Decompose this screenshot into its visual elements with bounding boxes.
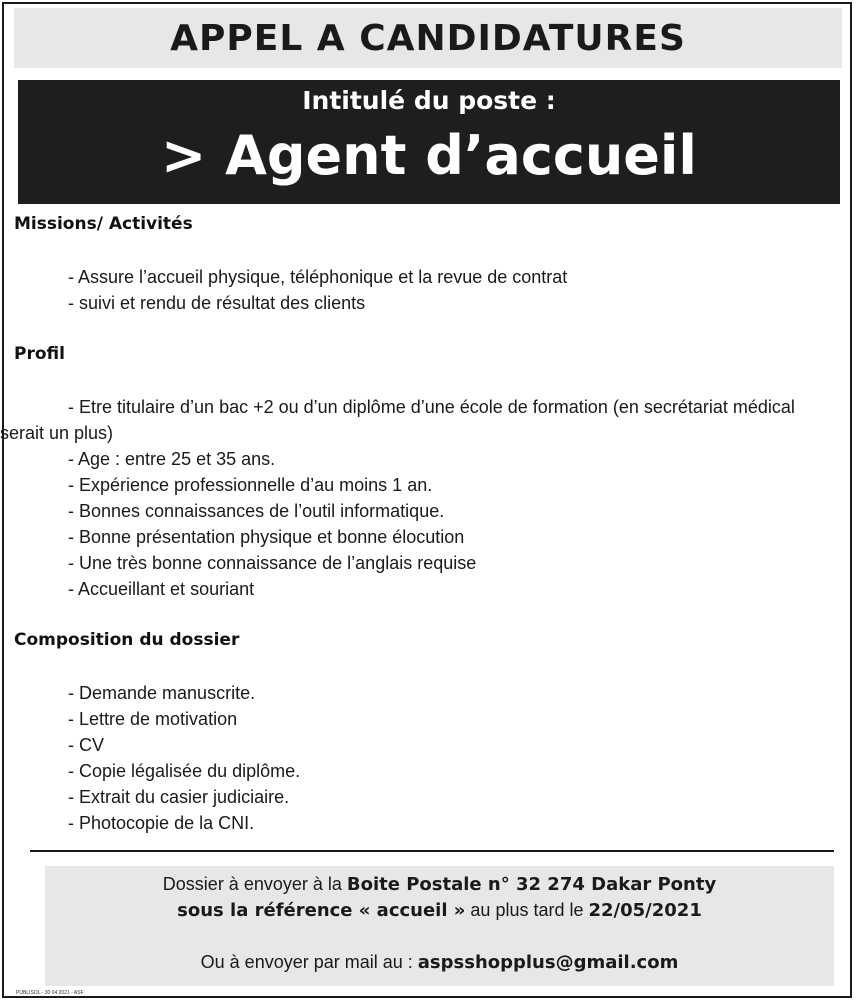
list-item: - Copie légalisée du diplôme. bbox=[68, 761, 301, 781]
email-address[interactable]: aspsshopplus@gmail.com bbox=[417, 952, 679, 973]
dossier-list bbox=[68, 680, 300, 836]
list-item: - Extrait du casier judiciaire. bbox=[68, 787, 290, 807]
profil-list bbox=[0, 394, 795, 602]
submission-address-prefix: Dossier à envoyer à la bbox=[162, 874, 347, 894]
submission-info-box bbox=[45, 866, 834, 986]
list-item: - Age : entre 25 et 35 ans. bbox=[68, 449, 276, 469]
deadline-date: 22/05/2021 bbox=[588, 900, 702, 921]
list-item-line: serait un plus) bbox=[0, 423, 114, 443]
list-item-line: - Etre titulaire d’un bac +2 ou d’un diplôme d’une école de formation (en secrétariat médical bbox=[68, 397, 795, 417]
postal-box: Boite Postale n° 32 274 Dakar Ponty bbox=[346, 874, 717, 895]
list-item: - Bonne présentation physique et bonne élocution bbox=[68, 527, 465, 547]
list-item: - Demande manuscrite. bbox=[68, 683, 256, 703]
list-item bbox=[0, 394, 795, 446]
deadline-prefix: au plus tard le bbox=[465, 900, 589, 920]
list-item: - Accueillant et souriant bbox=[68, 579, 255, 599]
submission-address-line bbox=[45, 874, 834, 895]
publisher-credit: PUBLISOL - 30 04 2021 - ASF bbox=[16, 990, 84, 996]
job-title-box bbox=[18, 80, 840, 204]
dossier-heading: Composition du dossier bbox=[14, 630, 240, 650]
missions-heading: Missions/ Activités bbox=[14, 214, 193, 234]
divider bbox=[30, 850, 834, 852]
list-item: - suivi et rendu de résultat des clients bbox=[68, 293, 366, 313]
submission-email-line bbox=[45, 952, 834, 973]
missions-list bbox=[68, 264, 567, 316]
submission-reference-line bbox=[45, 900, 834, 921]
email-prefix: Ou à envoyer par mail au : bbox=[200, 952, 418, 972]
reference: sous la référence « accueil » bbox=[177, 900, 466, 921]
list-item: - CV bbox=[68, 735, 104, 755]
list-item: - Assure l’accueil physique, téléphonique et la revue de contrat bbox=[68, 267, 568, 287]
profil-heading: Profil bbox=[14, 344, 65, 364]
list-item: - Expérience professionnelle d’au moins 1 an. bbox=[68, 475, 433, 495]
list-item: - Lettre de motivation bbox=[68, 709, 238, 729]
job-title: > Agent d’accueil bbox=[161, 124, 697, 187]
list-item: - Bonnes connaissances de l’outil informatique. bbox=[68, 501, 445, 521]
top-banner bbox=[14, 8, 842, 68]
list-item: - Photocopie de la CNI. bbox=[68, 813, 255, 833]
job-title-label: Intitulé du poste : bbox=[302, 86, 556, 115]
list-item: - Une très bonne connaissance de l’anglais requise bbox=[68, 553, 477, 573]
page-title: APPEL A CANDIDATURES bbox=[170, 17, 686, 59]
